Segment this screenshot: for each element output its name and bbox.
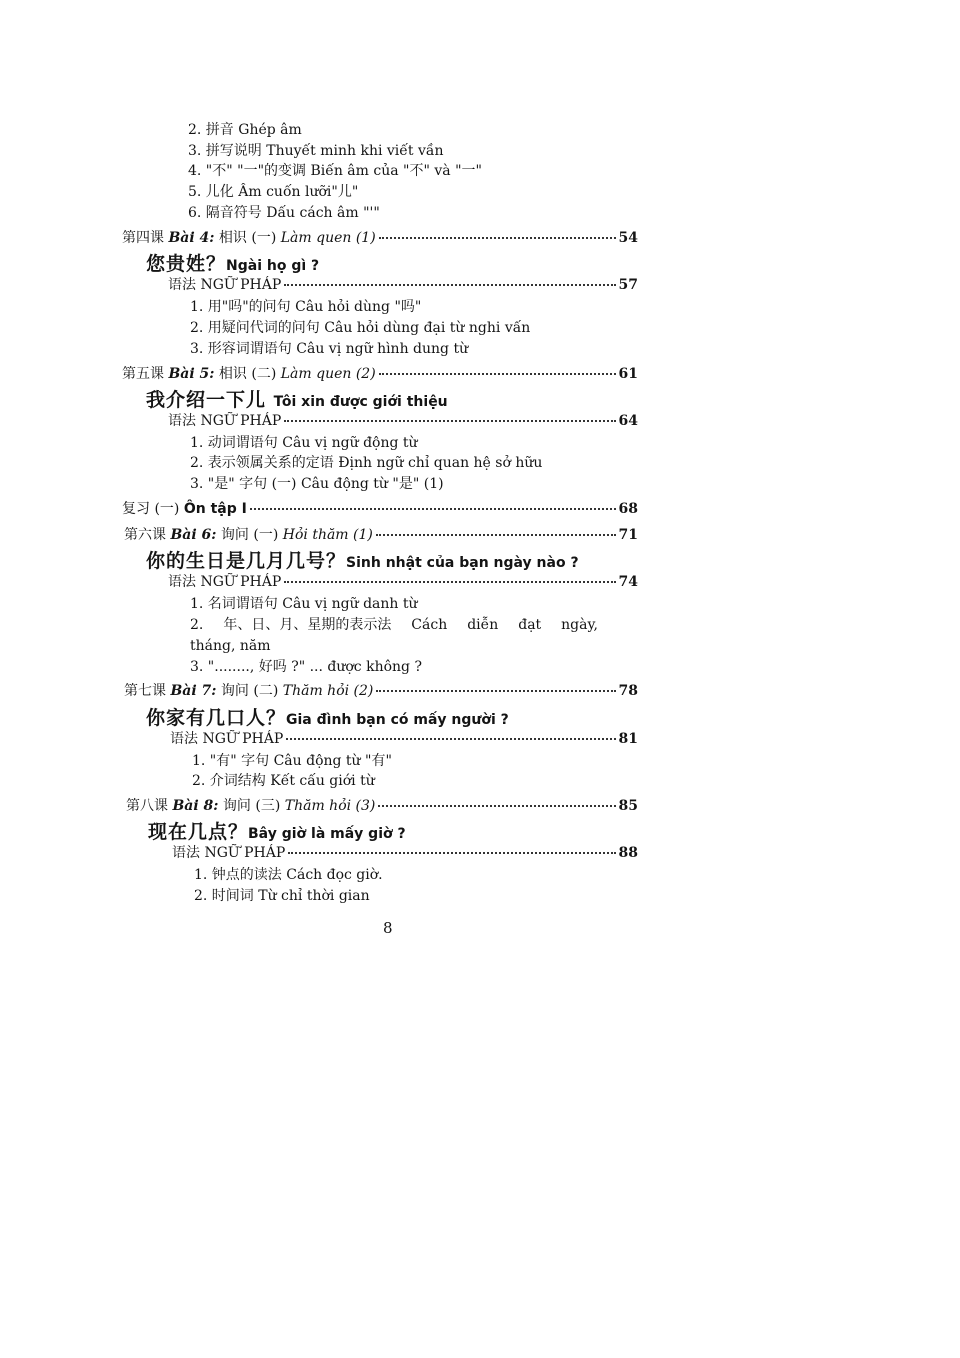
lesson-title-cn: 相识 (一) <box>214 230 281 246</box>
grammar-label: 语法 NGỮ PHÁP <box>170 731 284 747</box>
lesson-prefix: 第四课 <box>122 230 169 246</box>
leader-dots <box>284 580 615 583</box>
heading-cn: 我介绍一下儿 <box>146 389 267 411</box>
grammar-label: 语法 NGỮ PHÁP <box>168 574 282 590</box>
lesson-title-cn: 询问 (一) <box>216 527 283 543</box>
leader-dots <box>376 689 615 692</box>
word: 年、日、月、星期的表示法 <box>223 617 392 633</box>
toc-item: 6. 隔音符号 Dấu cách âm "'" <box>188 205 380 221</box>
toc-item: 1. 名词谓语句 Câu vị ngữ danh từ <box>190 596 418 612</box>
leader-dots <box>288 851 615 854</box>
toc-entry-lesson-6[interactable] <box>124 525 638 545</box>
toc-item: 3. "........, 好吗 ?" ... được không ? <box>190 659 422 675</box>
toc-entry-lesson-7[interactable] <box>124 681 638 701</box>
leader-dots <box>379 372 616 375</box>
leader-dots <box>284 419 615 422</box>
lesson-prefix: 第八课 <box>126 798 173 814</box>
toc-entry-grammar[interactable] <box>168 572 638 592</box>
lesson-title-vn: Hỏi thăm (1) <box>282 527 373 543</box>
lesson-title-vn: Thăm hỏi (3) <box>284 798 376 814</box>
leader-dots <box>250 507 616 510</box>
word: ngày, <box>561 617 598 633</box>
heading-vn: Tôi xin được giới thiệu <box>273 394 448 410</box>
toc-entry-grammar[interactable] <box>170 729 638 749</box>
toc-entry-grammar[interactable] <box>168 275 638 295</box>
page-ref: 81 <box>618 731 638 747</box>
toc-entry-lesson-5[interactable] <box>122 364 638 384</box>
lesson-number: Bài 6: <box>170 527 217 543</box>
page-ref: 74 <box>618 574 638 590</box>
leader-dots <box>379 236 616 239</box>
toc-item: 2. 拼音 Ghép âm <box>188 122 302 138</box>
grammar-label: 语法 NGỮ PHÁP <box>172 845 286 861</box>
toc-entry-grammar[interactable] <box>172 843 638 863</box>
lesson-number: Bài 7: <box>170 683 217 699</box>
toc-item: 1. 动词谓语句 Câu vị ngữ động từ <box>190 435 418 451</box>
leader-dots <box>378 804 615 807</box>
lesson-prefix: 第六课 <box>124 527 171 543</box>
toc-item: 5. 儿化 Âm cuốn lưỡi"儿" <box>188 184 359 200</box>
lesson-title-cn: 相识 (二) <box>214 366 281 382</box>
page-ref: 78 <box>618 683 638 699</box>
toc-item: 3. "是" 字句 (一) Câu động từ "是" (1) <box>190 476 444 492</box>
lesson-prefix: 第五课 <box>122 366 169 382</box>
lesson-number: Bài 8: <box>172 798 219 814</box>
word: Cách <box>411 617 448 633</box>
lesson-number: Bài 5: <box>168 366 215 382</box>
lesson-number: Bài 4: <box>168 230 215 246</box>
page-number: 8 <box>383 919 393 937</box>
page-ref: 85 <box>618 798 638 814</box>
heading-vn: Sinh nhật của bạn ngày nào ? <box>346 555 579 571</box>
toc-entry-grammar[interactable] <box>168 411 638 431</box>
page-ref: 71 <box>618 527 638 543</box>
lesson-title-cn: 询问 (二) <box>216 683 283 699</box>
toc-item <box>190 615 598 635</box>
heading-vn: Ngài họ gì ? <box>226 258 320 274</box>
toc-item: 1. 钟点的读法 Cách đọc giờ. <box>194 867 383 883</box>
lesson-title-vn: Làm quen (2) <box>280 366 376 382</box>
toc-item: 2. 介词结构 Kết cấu giới từ <box>192 773 375 789</box>
lesson-title-vn: Làm quen (1) <box>280 230 376 246</box>
heading-vn: Gia đình bạn có mấy người ? <box>286 712 509 728</box>
leader-dots <box>286 737 615 740</box>
toc-entry-lesson-4[interactable] <box>122 228 638 248</box>
grammar-label: 语法 NGỮ PHÁP <box>168 277 282 293</box>
toc-item: 3. 拼写说明 Thuyết minh khi viết vần <box>188 143 444 159</box>
toc-item: 2. 用疑问代词的问句 Câu hỏi dùng đại từ nghi vấn <box>190 320 531 336</box>
page-ref: 68 <box>618 501 638 517</box>
heading-cn: 你的生日是几月几号？ <box>146 550 347 572</box>
toc-item: 1. 用"吗"的问句 Câu hỏi dùng "吗" <box>190 299 422 315</box>
toc-item: 4. "不" "一"的变调 Biến âm của "不" và "一" <box>188 163 482 179</box>
word: diễn <box>467 617 499 633</box>
heading-cn: 您贵姓？ <box>146 253 227 275</box>
toc-item: 3. 形容词谓语句 Câu vị ngữ hình dung từ <box>190 341 469 357</box>
heading-cn: 你家有几口人？ <box>146 707 287 729</box>
leader-dots <box>284 283 615 286</box>
page-ref: 61 <box>618 366 638 382</box>
leader-dots <box>376 533 616 536</box>
heading-cn: 现在几点？ <box>148 821 249 843</box>
lesson-title-vn: Thăm hỏi (2) <box>282 683 374 699</box>
toc-entry-lesson-8[interactable] <box>126 796 638 816</box>
page-ref: 64 <box>618 413 638 429</box>
review-title: Ôn tập I <box>183 501 247 517</box>
lesson-prefix: 第七课 <box>124 683 171 699</box>
review-prefix: 复习 (一) <box>122 501 184 517</box>
page-ref: 54 <box>618 230 638 246</box>
word: đạt <box>518 617 542 633</box>
grammar-label: 语法 NGỮ PHÁP <box>168 413 282 429</box>
word: 2. <box>190 617 204 633</box>
toc-item-continued: tháng, năm <box>190 638 271 654</box>
toc-item: 1. "有" 字句 Câu động từ "有" <box>192 753 392 769</box>
page-ref: 57 <box>618 277 638 293</box>
lesson-title-cn: 询问 (三) <box>218 798 285 814</box>
toc-entry-review-1[interactable] <box>122 499 638 519</box>
page-ref: 88 <box>618 845 638 861</box>
toc-item: 2. 表示领属关系的定语 Định ngữ chỉ quan hệ sở hữu <box>190 455 543 471</box>
heading-vn: Bây giờ là mấy giờ ? <box>248 826 406 842</box>
toc-item: 2. 时间词 Từ chỉ thời gian <box>194 888 370 904</box>
